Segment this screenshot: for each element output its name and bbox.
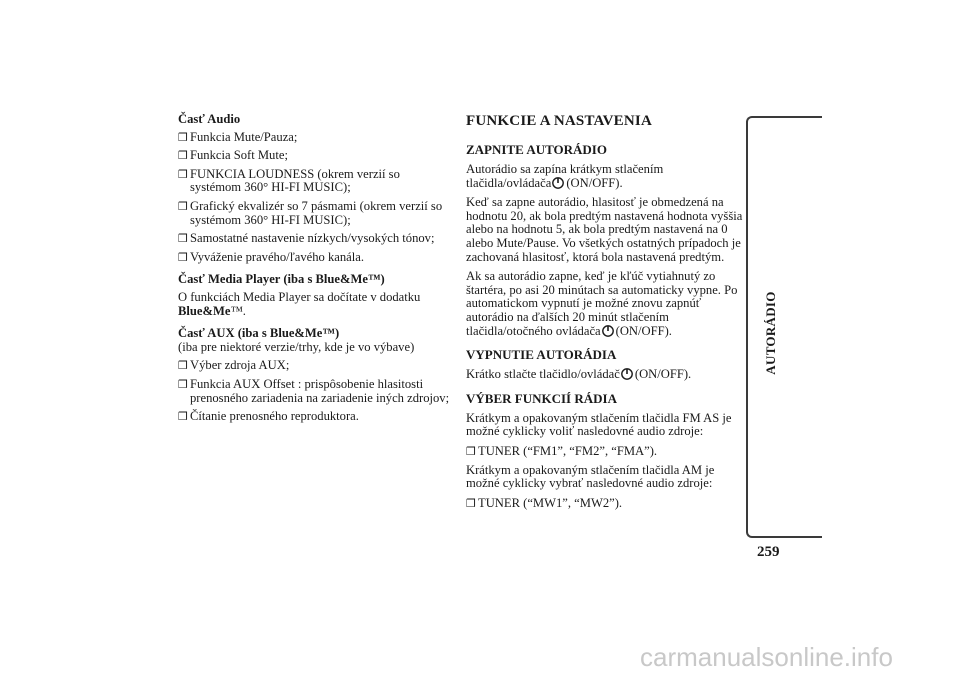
list-item: ❒ FUNKCIA LOUDNESS (okrem verzií so systémom 360° HI-FI MUSIC); — [178, 166, 400, 195]
page-number: 259 — [757, 544, 780, 560]
audio-heading: Časť Audio — [178, 112, 241, 126]
list-item: ❒ Funkcia AUX Offset : prispôsobenie hlasitosti prenosného zariadenia na zariadenie iných zdrojov; — [178, 376, 450, 405]
list-item: ❒ Funkcia Soft Mute; — [178, 148, 288, 163]
main-title: FUNKCIE A NASTAVENIA — [466, 113, 652, 129]
list-item: ❒ TUNER (“MW1”, “MW2”). — [466, 495, 623, 510]
select-paragraph-1: Krátkym a opakovaným stlačením tlačidla FM AS je možné cyklicky voliť nasledovné audio zdroje: — [466, 410, 732, 439]
checkbox-icon: ❒ — [466, 444, 476, 458]
watermark: carmanualsonline.info — [640, 642, 893, 672]
media-heading: Časť Media Player (iba s Blue&Me™) — [178, 272, 385, 287]
power-knob-icon — [621, 368, 633, 380]
section-title-on: ZAPNITE AUTORÁDIO — [466, 142, 607, 157]
on-paragraph-3: Ak sa autorádio zapne, keď je kľúč vytiahnutý zo štartéra, po asi 20 minútach sa automaticky vypne. Po automatickom vypnutí je možné znovu zapnúť autorádio na ďalších 20 minút stlačením tlačidla/otočného ovládača (ON/OFF). — [466, 269, 738, 338]
right-column — [466, 113, 746, 515]
aux-list — [178, 359, 450, 423]
chapter-label: AUTORÁDIO — [763, 291, 778, 375]
checkbox-icon: ❒ — [178, 149, 188, 163]
checkbox-icon: ❒ — [466, 496, 476, 510]
checkbox-icon: ❒ — [178, 377, 188, 391]
section-title-off: VYPNUTIE AUTORÁDIA — [466, 347, 617, 363]
checkbox-icon: ❒ — [178, 199, 188, 213]
list-item: ❒ Samostatné nastavenie nízkych/vysokých tónov; — [178, 231, 435, 246]
checkbox-icon: ❒ — [178, 410, 188, 424]
media-text: O funkciách Media Player sa dočítate v dodatku Blue&Me™. — [178, 289, 421, 318]
checkbox-icon: ❒ — [178, 359, 188, 373]
aux-heading: Časť AUX (iba s Blue&Me™) — [178, 326, 340, 341]
checkbox-icon: ❒ — [178, 130, 188, 144]
left-column — [178, 113, 450, 429]
section-title-select: VÝBER FUNKCIÍ RÁDIA — [466, 390, 617, 406]
power-knob-icon — [602, 325, 614, 337]
select-paragraph-2: Krátkym a opakovaným stlačením tlačidla AM je možné cyklicky vybrať nasledovné audio zdroje: — [466, 462, 715, 491]
list-item: ❒ Čítanie prenosného reproduktora. — [178, 409, 359, 424]
off-paragraph: Krátko stlačte tlačidlo/ovládač (ON/OFF). — [466, 367, 692, 382]
list-item: ❒ Výber zdroja AUX; — [178, 358, 290, 373]
on-paragraph-2: Keď sa zapne autorádio, hlasitosť je obmedzená na hodnotu 20, ak bola predtým nastavená hodnota vyššia alebo na hodnotu 5, ak bola predtým nastavená na 0 alebo Mute/Pause. Vo všetkých ostatných prípadoch je zachovaná hlasitosť, ktorá bola nastavená predtým. — [466, 195, 743, 264]
list-item: ❒ TUNER (“FM1”, “FM2”, “FMA”). — [466, 443, 658, 458]
power-knob-icon — [552, 177, 564, 189]
media-ref: Blue&Me — [178, 303, 231, 318]
checkbox-icon: ❒ — [178, 232, 188, 246]
list-item: ❒ Vyváženie pravého/ľavého kanála. — [178, 249, 364, 264]
on-paragraph-1: Autorádio sa zapína krátkym stlačením tlačidla/ovládača (ON/OFF). — [466, 162, 664, 190]
checkbox-icon: ❒ — [178, 167, 188, 181]
list-item: ❒ Grafický ekvalizér so 7 pásmami (okrem verzií so systémom 360° HI-FI MUSIC); — [178, 198, 443, 227]
checkbox-icon: ❒ — [178, 250, 188, 264]
audio-list — [178, 131, 450, 265]
aux-note: (iba pre niektoré verzie/trhy, kde je vo výbave) — [178, 339, 415, 354]
list-item: ❒ Funkcia Mute/Pauza; — [178, 129, 298, 144]
